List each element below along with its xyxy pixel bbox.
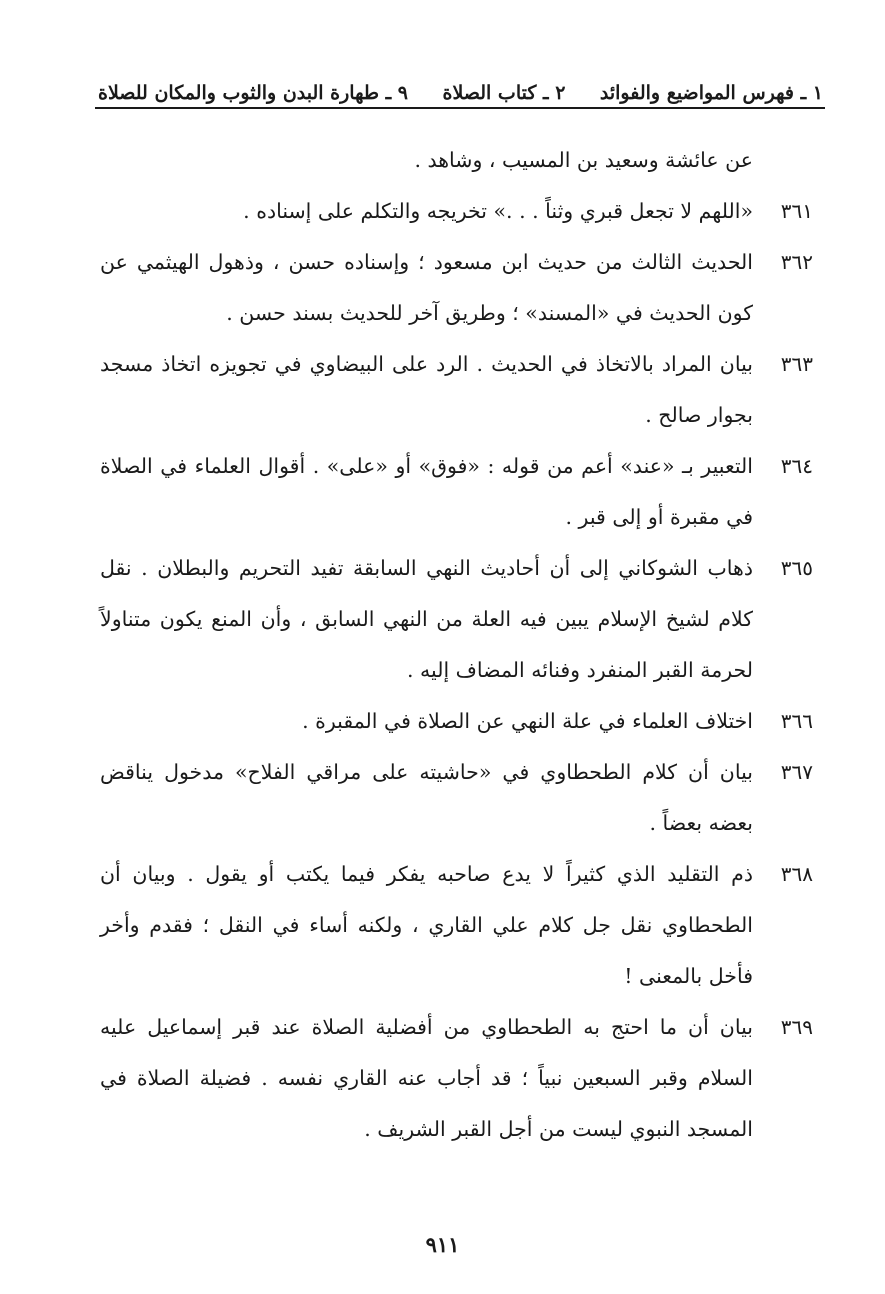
list-item xyxy=(100,441,813,543)
list-item xyxy=(100,543,813,696)
entry-text: اختلاف العلماء في علة النهي عن الصلاة في المقبرة . xyxy=(302,709,753,733)
entry-text: عن عائشة وسعيد بن المسيب ، وشاهد . xyxy=(414,148,753,172)
list-item xyxy=(100,1002,813,1155)
header-chapter-title: ٩ ـ طهارة البدن والثوب والمكان للصلاة xyxy=(98,82,408,104)
entry-text: ذم التقليد الذي كثيراً لا يدع صاحبه يفكر فيما يكتب أو يقول . وبيان أن الطحطاوي نقل جل كلام علي القاري ، ولكنه أساء في النقل ؛ فقدم وأخر فأخل بالمعنى ! xyxy=(100,862,753,988)
list-item xyxy=(100,237,813,339)
list-item xyxy=(100,186,813,237)
entry-page-number: ٣٦٩ xyxy=(780,1015,813,1039)
entry-page-number: ٣٦٢ xyxy=(780,250,813,274)
list-item xyxy=(100,339,813,441)
index-list xyxy=(100,135,813,1155)
entry-text: بيان أن كلام الطحطاوي في «حاشيته على مراقي الفلاح» مدخول يناقض بعضه بعضاً . xyxy=(100,760,753,835)
entry-page-number: ٣٦٥ xyxy=(780,556,813,580)
list-item xyxy=(100,849,813,1002)
header-section-index: ١ ـ فهرس المواضيع والفوائد xyxy=(599,82,823,104)
list-item xyxy=(100,696,813,747)
running-header xyxy=(98,70,823,104)
list-item xyxy=(100,135,813,186)
entry-page-number: ٣٦٣ xyxy=(780,352,813,376)
entry-text: بيان المراد بالاتخاذ في الحديث . الرد على البيضاوي في تجويزه اتخاذ مسجد بجوار صالح . xyxy=(100,352,753,427)
entry-text: الحديث الثالث من حديث ابن مسعود ؛ وإسناده حسن ، وذهول الهيثمي عن كون الحديث في «المسند» ؛ وطريق آخر للحديث بسند حسن . xyxy=(100,250,753,325)
entry-page-number: ٣٦٧ xyxy=(780,760,813,784)
entry-page-number: ٣٦٤ xyxy=(780,454,813,478)
entry-text: «اللهم لا تجعل قبري وثناً . . .» تخريجه والتكلم على إسناده . xyxy=(243,199,753,223)
entry-page-number: ٣٦٦ xyxy=(780,709,813,733)
entry-text: ذهاب الشوكاني إلى أن أحاديث النهي السابقة تفيد التحريم والبطلان . نقل كلام لشيخ الإسلام يبين فيه العلة من النهي السابق ، وأن المنع يكون متناولاً لحرمة القبر المنفرد وفنائه المضاف إليه . xyxy=(100,556,753,682)
header-book-title: ٢ ـ كتاب الصلاة xyxy=(442,82,566,104)
entry-page-number: ٣٦٨ xyxy=(780,862,813,886)
entry-text: بيان أن ما احتج به الطحطاوي من أفضلية الصلاة عند قبر إسماعيل عليه السلام وقبر السبعين نبياً ؛ قد أجاب عنه القاري نفسه . فضيلة الصلاة في المسجد النبوي ليست من أجل القبر الشريف . xyxy=(100,1015,753,1141)
entry-page-number: ٣٦١ xyxy=(780,199,813,223)
list-item xyxy=(100,747,813,849)
entry-text: التعبير بـ «عند» أعم من قوله : «فوق» أو «على» . أقوال العلماء في الصلاة في مقبرة أو إلى قبر . xyxy=(100,454,753,529)
page-number: ٩١١ xyxy=(425,1232,460,1257)
header-rule xyxy=(95,107,825,109)
